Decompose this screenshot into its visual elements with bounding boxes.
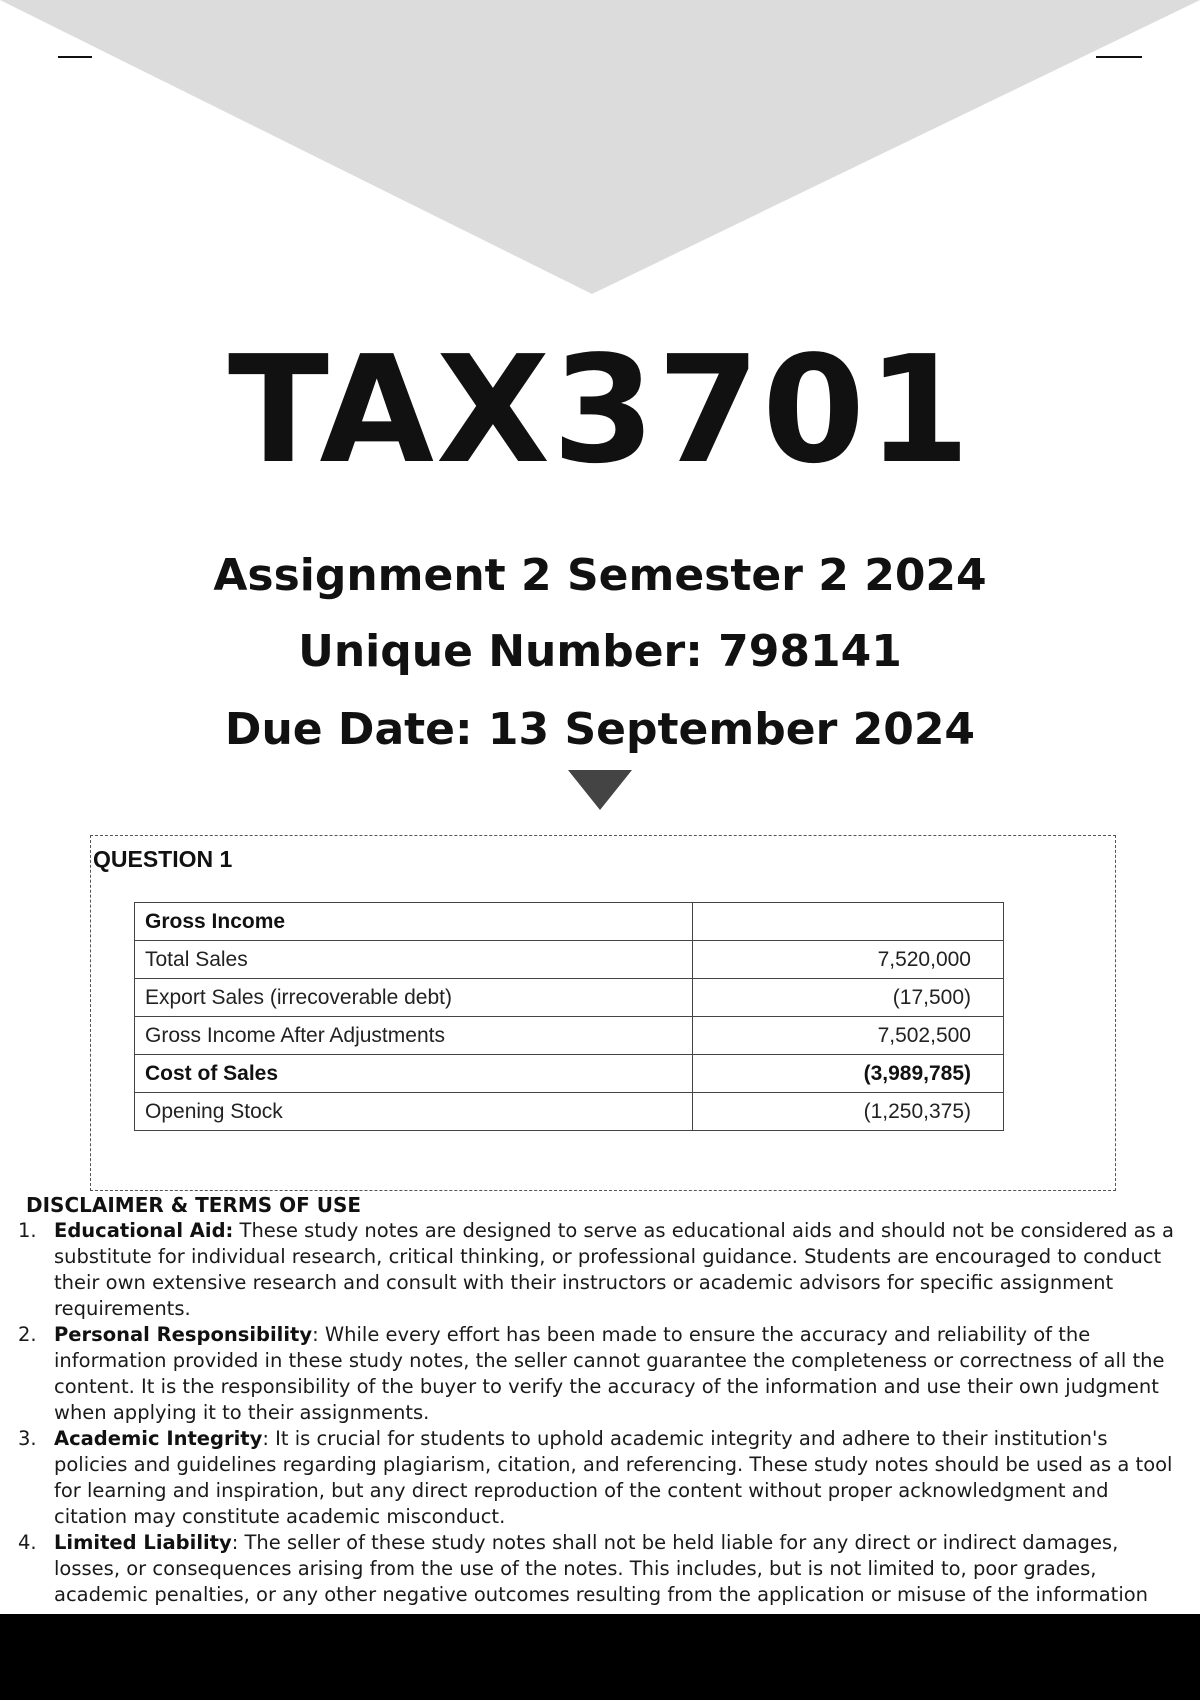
row-label: Gross Income	[135, 903, 693, 941]
term-text: : It is crucial for students to uphold academic integrity and adhere to their institution's policies and guidelines regarding plagiarism, citation, and referencing. These study notes should be used as a tool for learning and inspiration, but any direct reproduction of the content without proper acknowledgment and citation may constitute academic misconduct.	[54, 1427, 1173, 1528]
term-text: : The seller of these study notes shall not be held liable for any direct or indirect damages, losses, or consequences arising from the use of the notes. This includes, but is not limited to, poor grades, academic penalties, or any other negative outcomes resulting from the application or misuse of the information	[54, 1531, 1149, 1606]
term-number: 4.	[18, 1531, 37, 1554]
table-row	[135, 1055, 1004, 1093]
terms-list	[0, 1218, 1200, 1608]
term-item	[0, 1218, 1200, 1322]
course-code-title: TAX3701	[227, 324, 973, 496]
disclaimer-section	[0, 1192, 1200, 1608]
table-row	[135, 941, 1004, 979]
term-number: 3.	[18, 1427, 37, 1450]
term-heading: Limited Liability	[54, 1531, 232, 1554]
term-number: 1.	[18, 1219, 37, 1242]
table-row	[135, 979, 1004, 1017]
row-amount: (17,500)	[693, 979, 1004, 1017]
term-text: These study notes are designed to serve as educational aids and should not be considered as a substitute for individual research, critical thinking, or professional guidance. Students are encouraged to conduct their own extensive research and consult with their instructors or academic advisors for specific assignment requirements.	[54, 1219, 1174, 1320]
row-amount: (1,250,375)	[693, 1093, 1004, 1131]
gross-income-table	[134, 902, 1004, 1131]
disclaimer-title: DISCLAIMER & TERMS OF USE	[26, 1193, 362, 1217]
table-row	[135, 1017, 1004, 1055]
term-heading: Academic Integrity	[54, 1427, 263, 1450]
term-item	[0, 1322, 1200, 1426]
row-amount	[693, 903, 1004, 941]
row-amount: 7,520,000	[693, 941, 1004, 979]
table-body	[135, 903, 1004, 1131]
row-amount: 7,502,500	[693, 1017, 1004, 1055]
row-label: Cost of Sales	[135, 1055, 693, 1093]
row-label: Total Sales	[135, 941, 693, 979]
assignment-line: Assignment 2 Semester 2 2024	[213, 550, 987, 601]
term-heading: Personal Responsibility	[54, 1323, 313, 1346]
term-heading: Educational Aid:	[54, 1219, 234, 1242]
term-item	[0, 1530, 1200, 1608]
table-row	[135, 903, 1004, 941]
row-label: Gross Income After Adjustments	[135, 1017, 693, 1055]
table-row	[135, 1093, 1004, 1131]
row-label: Export Sales (irrecoverable debt)	[135, 979, 693, 1017]
triangle-down-icon	[568, 770, 632, 810]
row-label: Opening Stock	[135, 1093, 693, 1131]
unique-number-line: Unique Number: 798141	[298, 626, 902, 677]
due-date-line: Due Date: 13 September 2024	[224, 704, 976, 755]
term-text: : While every effort has been made to ensure the accuracy and reliability of the information provided in these study notes, the seller cannot guarantee the completeness or correctness of all the content. It is the responsibility of the buyer to verify the accuracy of the information and use their own judgment when applying it to their assignments.	[54, 1323, 1165, 1424]
bottom-black-bar	[0, 1614, 1200, 1700]
term-number: 2.	[18, 1323, 37, 1346]
chevron-shape	[0, 0, 1200, 294]
question-heading: QUESTION 1	[93, 846, 233, 872]
term-item	[0, 1426, 1200, 1530]
question-box	[90, 835, 1116, 1191]
decorative-chevron-banner	[0, 0, 1200, 300]
row-amount: (3,989,785)	[693, 1055, 1004, 1093]
